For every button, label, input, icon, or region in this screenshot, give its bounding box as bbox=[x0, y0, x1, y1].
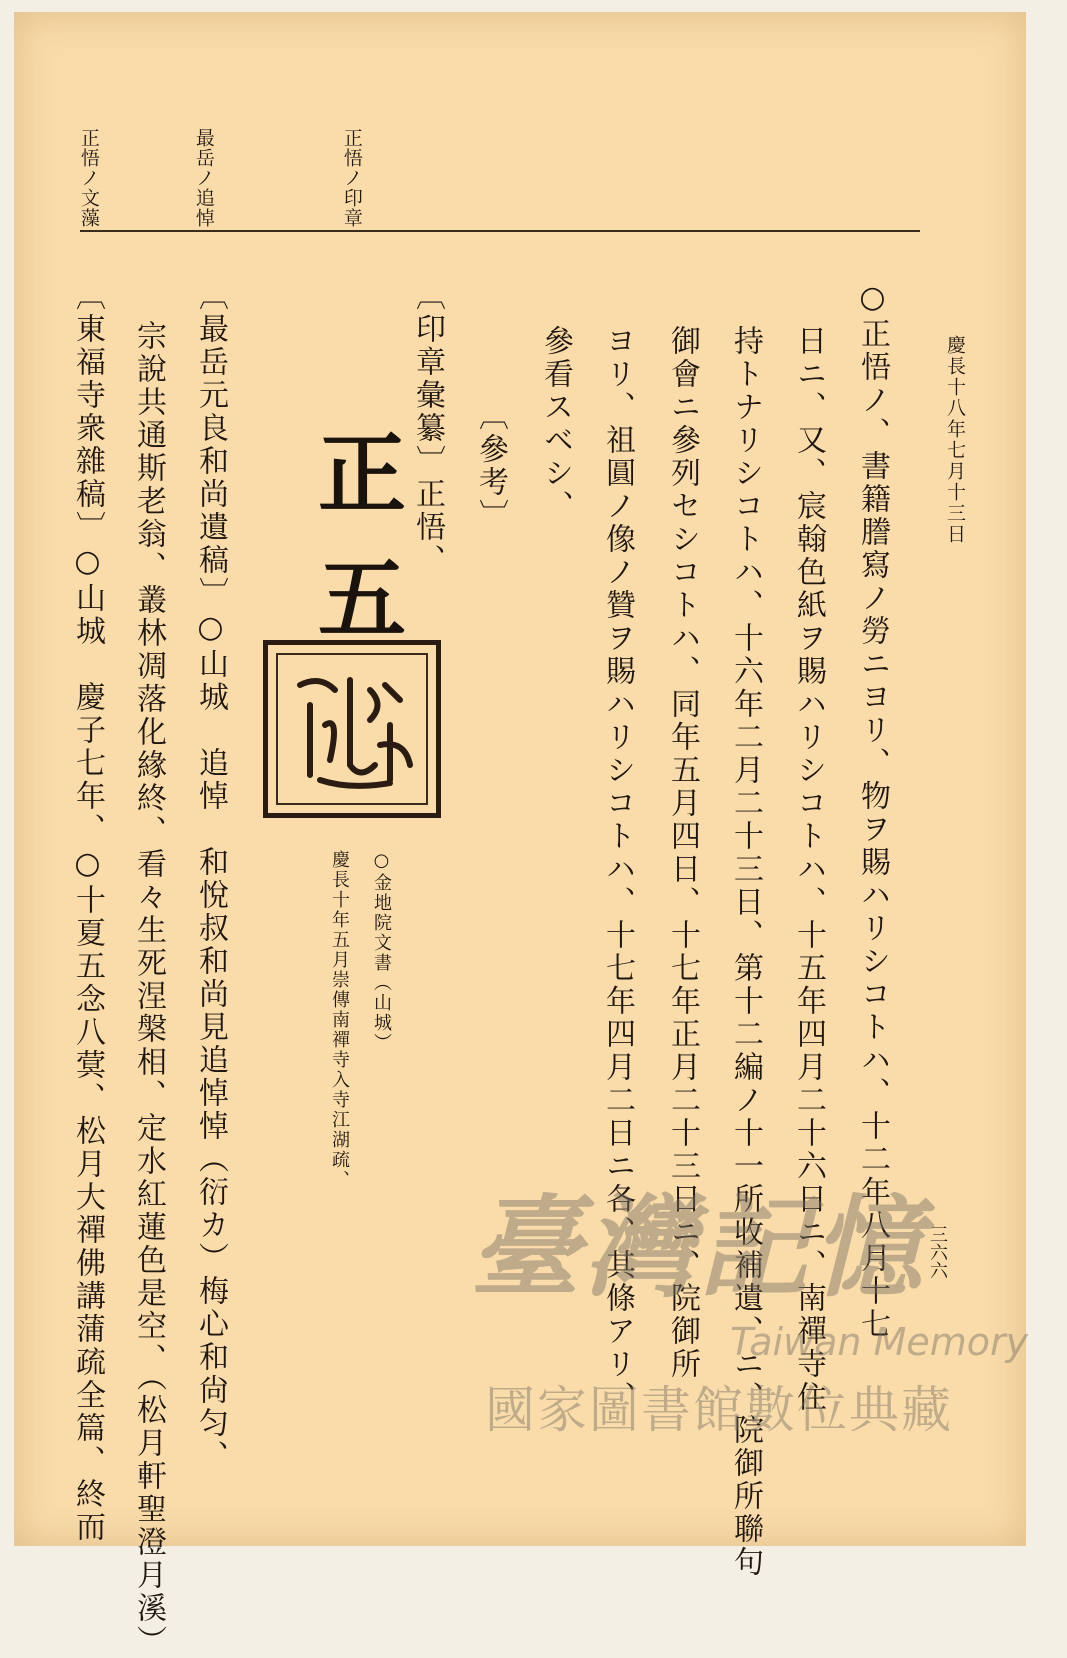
text-column-6: 參看スベシ、 bbox=[538, 325, 573, 523]
watermark-taiwan-memory-english: Taiwan Memory bbox=[730, 1320, 1029, 1364]
page-number: 三六六 bbox=[927, 1225, 948, 1279]
text-column-8: 〔印章彙纂〕正悟、 bbox=[410, 280, 445, 577]
margin-note-seal: 正悟ノ印章 bbox=[340, 128, 363, 228]
text-column-9: 〔最岳元良和尚遺稿〕○山城 追悼 和悅叔和尚見追悼悼（衍カ）梅心和尙匀、 bbox=[193, 280, 228, 1473]
running-header: 慶長十八年七月十三日 bbox=[944, 335, 966, 545]
seal-caption-source: ○金地院文書（山城） bbox=[371, 850, 392, 1053]
watermark-national-library: 國家圖書館數位典藏 bbox=[485, 1381, 953, 1439]
seal-caption-description: 慶長十年五月崇傳南禪寺入寺江湖疏、 bbox=[329, 850, 350, 1190]
margin-note-memorial: 最岳ノ追悼 bbox=[192, 128, 215, 228]
text-column-2: 日ニ、又、宸翰色紙ヲ賜ハリシコトハ、十五年四月二十六日ニ、南禪寺住 bbox=[791, 325, 826, 1414]
section-heading-reference: 〔參考〕 bbox=[473, 400, 508, 532]
header-rule bbox=[80, 230, 920, 232]
text-column-4: 御會ニ參列セシコトハ、同年五月四日、十七年正月二十三日ニ、院御所 bbox=[665, 325, 700, 1381]
text-column-3: 持トナリシコトハ、十六年二月二十三日、第十二編ノ十一所收補遺、ニ、院御所聯句 bbox=[728, 325, 763, 1579]
text-column-10: 宗說共通斯老翁、叢林凋落化緣終、看々生死涅槃相、定水紅蓮色是空、（松月軒聖澄月溪） bbox=[131, 320, 166, 1658]
seal-character-1: 正 bbox=[318, 422, 407, 526]
seal-character-2: 五 bbox=[318, 547, 407, 651]
text-column-11: 〔東福寺衆雜稿〕○山城 慶子七年、○十夏五念八蓂、松月大禪佛講蒲疏全篇、終而 bbox=[70, 280, 105, 1544]
seal-stamp-image bbox=[263, 640, 441, 818]
text-column-5: ヨリ、祖圓ノ像ノ贊ヲ賜ハリシコトハ、十七年四月二日ニ各、其條アリ、 bbox=[600, 325, 635, 1414]
watermark-taiwan-memory-chinese: 臺灣記憶 bbox=[470, 1184, 926, 1312]
seal-glyph-icon bbox=[290, 665, 420, 795]
text-column-1: ○正悟ノ、書籍謄寫ノ勞ニヨリ、物ヲ賜ハリシコトハ、十二年八月十七 bbox=[855, 280, 890, 1341]
margin-note-literary: 正悟ノ文藻 bbox=[77, 128, 100, 228]
